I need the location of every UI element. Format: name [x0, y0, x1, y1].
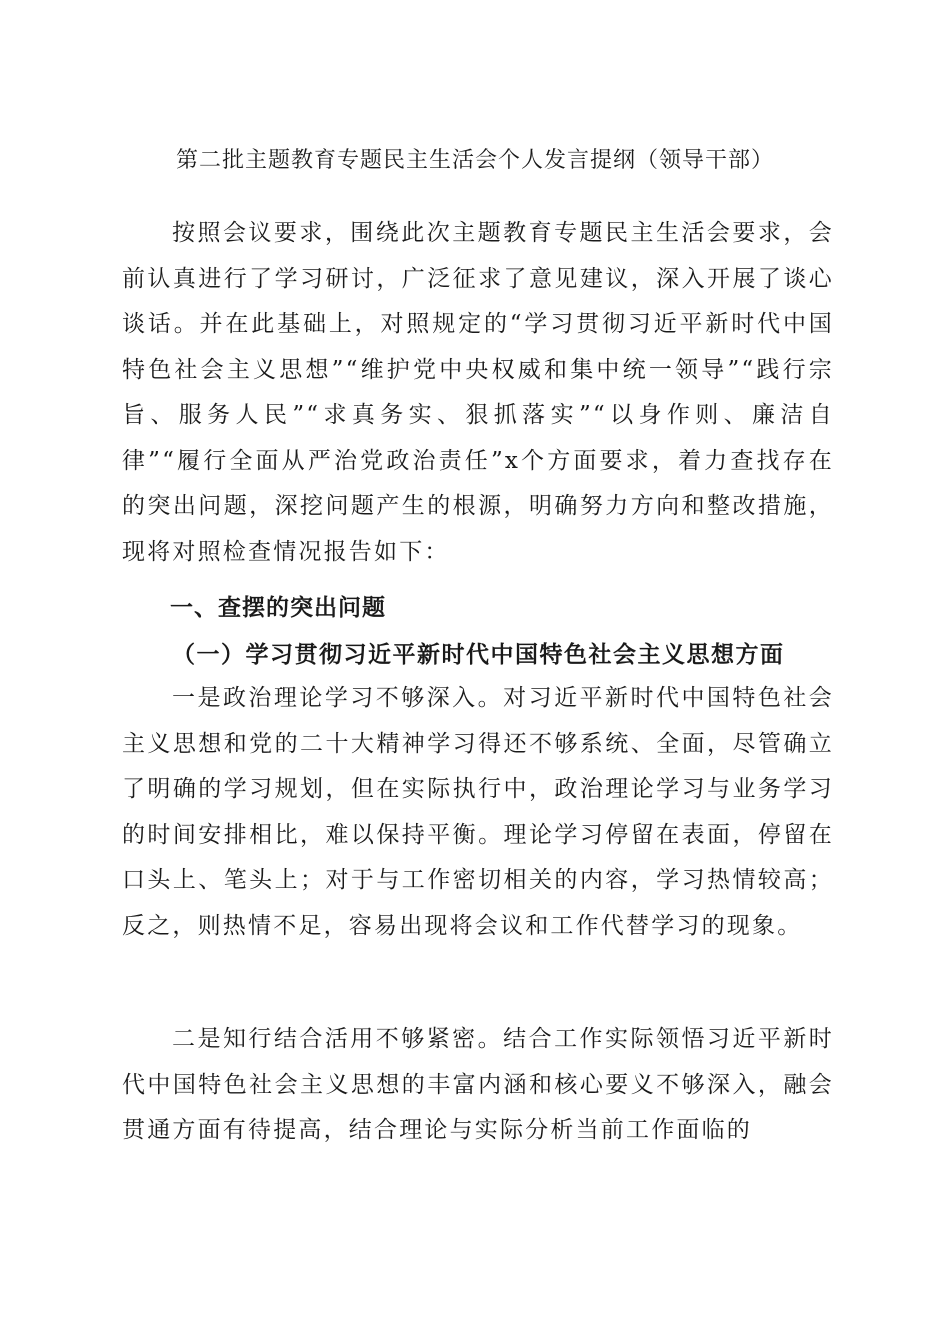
- paragraph-lead-1: 一是政治理论学习不够深入。: [172, 685, 504, 711]
- paragraph-body-1: 对习近平新时代中国特色社会主义思想和党的二十大精神学习得还不够系统、全面，尽管确立了明确的学习规划，但在实际执行中，政治理论学习与业务学习的时间安排相比，难以保持平衡。理论学习停留在表面，停留在口头上、笔头上；对于与工作密切相关的内容，学习热情较高；反之，则热情不足，容易出现将会议和工作代替学习的现象。: [122, 685, 834, 939]
- paragraph-body-2: 结合工作实际领悟习近平新时代中国特色社会主义思想的丰富内涵和核心要义不够深入，融会贯通方面有待提高，结合理论与实际分析当前工作面临的: [122, 1026, 834, 1143]
- subsection-heading: （一）学习贯彻习近平新时代中国特色社会主义思想方面: [172, 641, 785, 668]
- intro-paragraph: 按照会议要求，围绕此次主题教育专题民主生活会要求，会前认真进行了学习研讨，广泛征求了意见建议，深入开展了谈心谈话。并在此基础上，对照规定的“学习贯彻习近平新时代中国特色社会主义思想”“维护党中央权威和集中统一领导”“践行宗旨、服务人民”“求真务实、狠抓落实”“以身作则、廉洁自律”“履行全面从严治党政治责任”x个方面要求，着力查找存在的突出问题，深挖问题产生的根源，明确努力方向和整改措施，现将对照检查情况报告如下：: [122, 220, 834, 565]
- section-heading: 一、查摆的突出问题: [170, 595, 386, 621]
- paragraph-lead-2: 二是知行结合活用不够紧密。: [172, 1026, 504, 1052]
- paragraph-item-2: [122, 1017, 834, 1154]
- paragraph-item-1: [122, 676, 834, 949]
- document-title: 第二批主题教育专题民主生活会个人发言提纲（领导干部）: [175, 148, 774, 173]
